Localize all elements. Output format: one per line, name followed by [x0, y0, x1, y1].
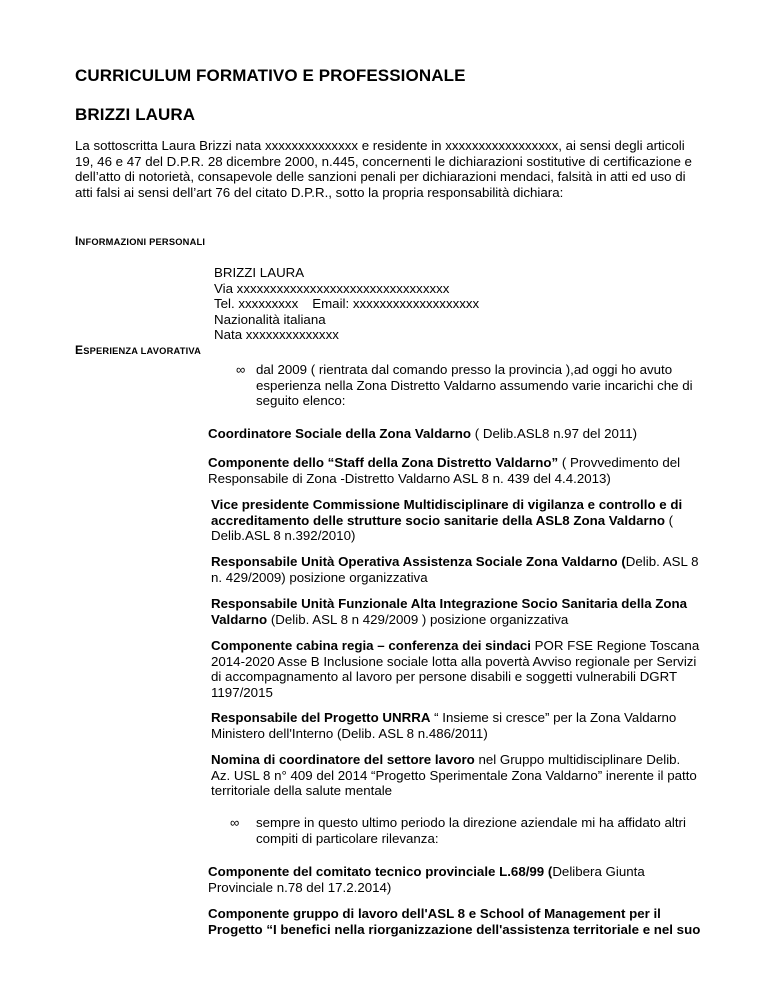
entry-details: nel Gruppo multidisciplinare Delib. Az. USL 8 n° 409 del 2014 “Progetto Sperimentale Zona Valdarno” inerente il patto territoriale della salute mentale — [211, 752, 697, 798]
section-rest: NFORMAZIONI PERSONALI — [78, 237, 206, 247]
personal-info-block — [214, 265, 479, 343]
entry-details: “ Insieme si cresce” per la Zona Valdarno Ministero dell'Interno (Delib. ASL 8 n.486/2011) — [211, 710, 677, 741]
bullet-item-1: dal 2009 ( rientrata dal comando presso la provincia ),ad oggi ho avuto esperienza nella Zona Distretto Valdarno assumendo varie incarichi che di seguito elenco: — [256, 362, 693, 408]
personal-birth: Nata xxxxxxxxxxxxxx — [214, 327, 339, 342]
personal-phone: Tel. xxxxxxxxx — [214, 296, 299, 311]
experience-entry — [208, 426, 698, 442]
entry-title: Responsabile Unità Funzionale Alta Integrazione Socio Sanitaria della Zona Valdarno — [211, 596, 688, 627]
experience-entry — [211, 554, 701, 585]
section-heading-personal — [75, 234, 205, 248]
experience-entry — [208, 455, 698, 486]
experience-entry — [211, 638, 701, 700]
section-rest: SPERIENZA LAVORATIVA — [83, 346, 202, 356]
personal-contacts — [214, 296, 479, 312]
entry-details: Delib. ASL 8 n. 429/2009) posizione organizzativa — [211, 554, 699, 585]
section-heading-experience — [75, 343, 201, 357]
experience-entry — [211, 752, 701, 799]
entry-details: Delibera Giunta Provinciale n.78 del 17.2.2014) — [208, 864, 645, 895]
bullet-item-2: sempre in questo ultimo periodo la direzione aziendale mi ha affidato altri compiti di particolare rilevanza: — [256, 815, 686, 846]
entry-title: Componente cabina regia – conferenza dei sindaci — [211, 638, 531, 653]
entry-title: Coordinatore Sociale della Zona Valdarno — [208, 426, 472, 441]
experience-entry — [211, 596, 701, 627]
experience-entry — [208, 864, 698, 895]
section-cap: I — [75, 234, 79, 248]
experience-entry — [211, 497, 701, 544]
personal-name: BRIZZI LAURA — [214, 265, 305, 280]
entry-title: Componente dello “Staff della Zona Distretto Valdarno” — [208, 455, 559, 470]
entry-details: ( Delib.ASL8 n.97 del 2011) — [471, 426, 638, 441]
experience-entry — [211, 710, 701, 741]
entry-details: ( Delib.ASL 8 n.392/2010) — [211, 512, 674, 543]
bullet-icon: ∞ — [236, 362, 246, 377]
entry-title: Nomina di coordinatore del settore lavoro — [211, 752, 475, 767]
entry-title: Responsabile Unità Operativa Assistenza Sociale Zona Valdarno ( — [211, 554, 626, 569]
entry-title: Componente del comitato tecnico provinciale L.68/99 ( — [208, 864, 553, 879]
entry-title: Vice presidente Commissione Multidisciplinare di vigilanza e controllo e di accreditamento delle strutture socio sanitarie della ASL8 Zona Valdarno — [211, 497, 683, 528]
entry-details: POR FSE Regione Toscana 2014-2020 Asse B Inclusione sociale lotta alla povertà Avviso regionale per Servizi di accompagnamento al lavoro per persone disabili e soggetti vulnerabili DGRT 1197/2015 — [211, 638, 700, 700]
experience-entry — [208, 906, 703, 937]
personal-email: Email: xxxxxxxxxxxxxxxxxxx — [312, 296, 480, 311]
entry-details: (Delib. ASL 8 n 429/2009 ) posizione organizzativa — [267, 611, 569, 627]
personal-address: Via xxxxxxxxxxxxxxxxxxxxxxxxxxxxxxxx — [214, 280, 450, 296]
entry-title: Componente gruppo di lavoro dell'ASL 8 e School of Management per il Progetto “I benefici nella riorganizzazione dell'assistenza territoriale e nel suo — [208, 906, 701, 937]
personal-nationality: Nazionalità italiana — [214, 311, 326, 327]
entry-title: Responsabile del Progetto UNRRA — [211, 710, 431, 725]
person-name-heading: BRIZZI LAURA — [75, 105, 196, 124]
intro-paragraph: La sottoscritta Laura Brizzi nata xxxxxxxxxxxxxx e residente in xxxxxxxxxxxxxxxxx, ai sensi degli articoli 19, 46 e 47 del D.P.R. 28 dicembre 2000, n.445, concernenti le dichiarazioni sostitutive di certificazione e dell’atto di notorietà, consapevole delle sanzioni penali per dichiarazioni mendaci, falsità in atti ed uso di atti falsi ai sensi dell’art 76 del citato D.P.R., sotto la propria responsabilità dichiara: — [75, 138, 692, 200]
bullet-icon: ∞ — [230, 815, 240, 830]
document-title: CURRICULUM FORMATIVO E PROFESSIONALE — [75, 66, 466, 85]
section-cap: E — [75, 343, 84, 357]
entry-details: ( Provvedimento del Responsabile di Zona -Distretto Valdarno ASL 8 n. 439 del 4.4.2013) — [208, 455, 681, 486]
